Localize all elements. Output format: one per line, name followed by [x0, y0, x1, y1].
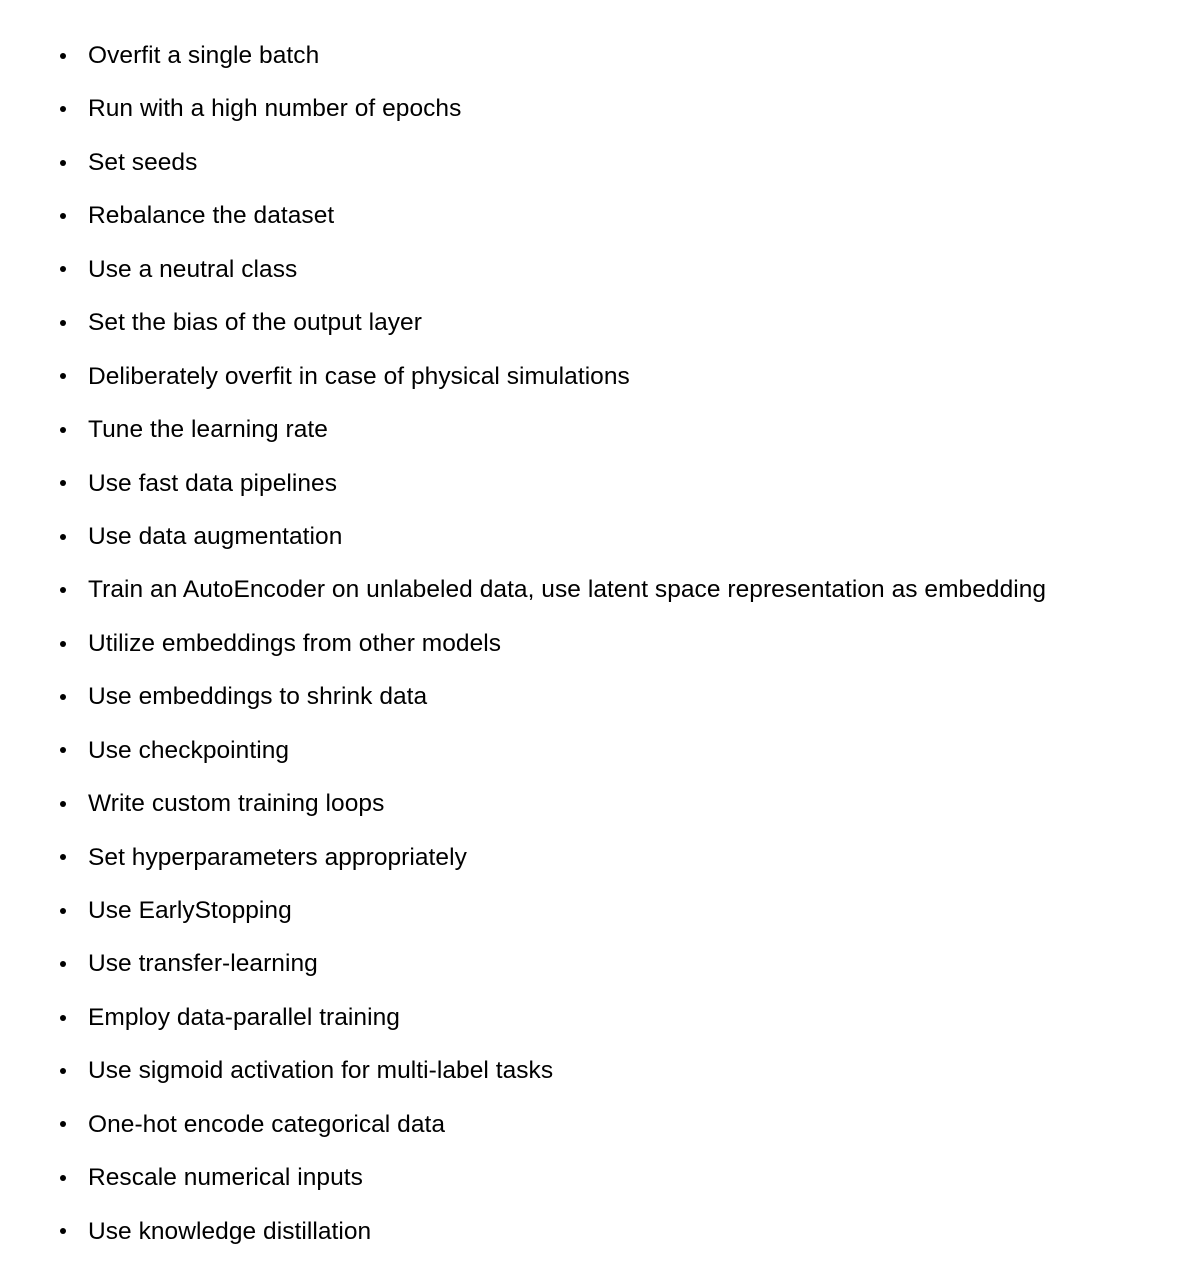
list-item	[0, 457, 1200, 510]
list-item-text: Use transfer‑learning	[88, 950, 318, 978]
list-item	[0, 82, 1200, 135]
list-item	[0, 617, 1200, 670]
list-item-text: Use checkpointing	[88, 736, 290, 764]
list-item	[0, 670, 1200, 723]
list-item-text: Use sigmoid activation for multi‑label tasks	[88, 1057, 554, 1085]
list-item	[0, 831, 1200, 884]
list-item-text: Set seeds	[88, 148, 198, 176]
list-item-text: Use data augmentation	[88, 522, 343, 550]
list-item-text: Employ data‑parallel training	[88, 1003, 400, 1031]
list-item	[0, 1205, 1200, 1258]
list-item	[0, 350, 1200, 403]
list-item	[0, 243, 1200, 296]
list-item	[0, 991, 1200, 1044]
list-item-text: Set hyperparameters appropriately	[88, 843, 467, 871]
list-item	[0, 403, 1200, 456]
list-item-text: Deliberately overfit in case of physical simulations	[88, 362, 630, 390]
list-item-text: Utilize embeddings from other models	[88, 629, 502, 657]
list-item	[0, 1098, 1200, 1151]
list-item-text: Run with a high number of epochs	[88, 95, 462, 123]
list-item-text: Use embeddings to shrink data	[88, 683, 428, 711]
list-item-text: Overfit a single batch	[88, 42, 320, 69]
tips-bulleted-list	[0, 29, 1200, 1258]
list-item	[0, 724, 1200, 777]
list-item-text: Write custom training loops	[88, 790, 385, 818]
list-item-text: Train an AutoEncoder on unlabeled data, use latent space representation as embedding	[88, 576, 1047, 604]
list-item-text: Use knowledge distillation	[88, 1217, 372, 1245]
list-item-text: Use fast data pipelines	[88, 469, 338, 497]
list-item	[0, 189, 1200, 242]
list-item-text: Use a neutral class	[88, 255, 298, 283]
list-item	[0, 1044, 1200, 1097]
list-item	[0, 1151, 1200, 1204]
list-item	[0, 29, 1200, 82]
list-item	[0, 296, 1200, 349]
list-item-text: Tune the learning rate	[88, 416, 328, 444]
list-item	[0, 510, 1200, 563]
list-item-text: One‑hot encode categorical data	[88, 1110, 446, 1138]
list-item-text: Rescale numerical inputs	[88, 1164, 363, 1192]
list-item	[0, 937, 1200, 990]
list-item-text: Set the bias of the output layer	[88, 309, 422, 337]
list-item-text: Use EarlyStopping	[88, 897, 292, 924]
list-item	[0, 884, 1200, 937]
list-item	[0, 136, 1200, 189]
list-item	[0, 777, 1200, 830]
list-item-text: Rebalance the dataset	[88, 202, 335, 230]
list-item	[0, 563, 1200, 616]
